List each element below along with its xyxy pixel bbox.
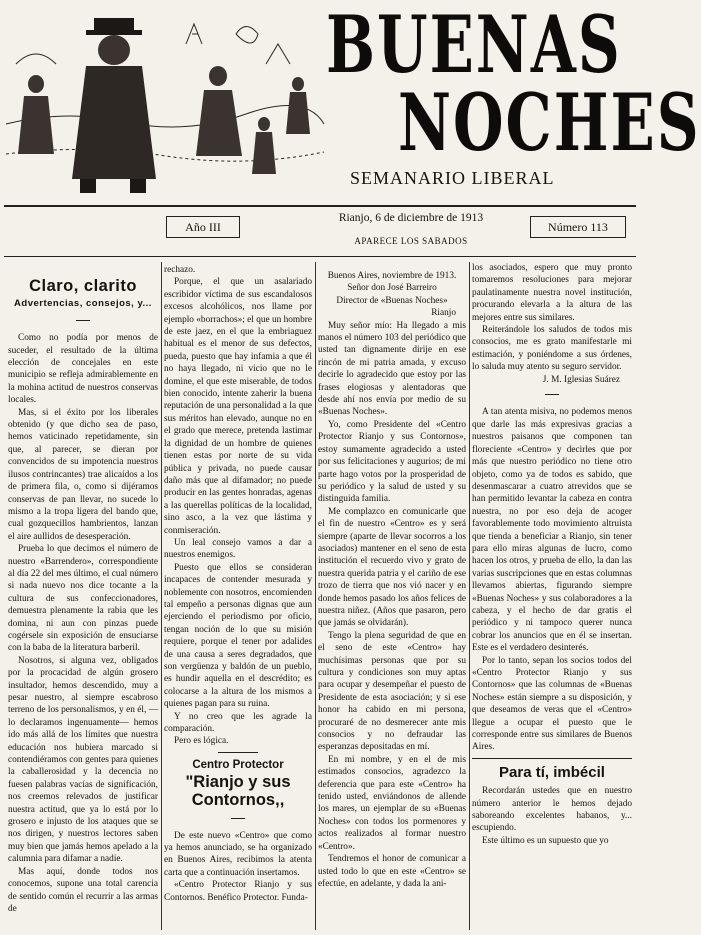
paragraph: Porque, el que un asalariado escribidor víctima de sus escandalosos excesos alcohólicos, nos llame por ejemplo «borrachos»; el que un hombre de este jaez, en el que la embriaguez habitual es el menor de sus defectos, pueda, puesto que hay infamia a que él no haya llegado, ni vicio que no le domine, el que este miserable, de todos bien conocido, intente zaherir la buena reputación de una personalidad a la que sus méritos han elevado, aunque no en el grado que merece, pretenda lastimar la dignidad de un hombre de quienes tienen estas por norte de su vida pública y privada, no puede causar daño más que al difamador; no puede producir en las gentes honradas, agenas a las querellas políticas de la localidad, sino asco, a la vez que lástima y conmiseración. <box>164 277 312 536</box>
newspaper-subtitle: SEMANARIO LIBERAL <box>350 168 555 188</box>
newspaper-title-line2: NOCHES <box>398 77 701 170</box>
paragraph: Reiterándole los saludos de todos mis consocios, me es grato manifestarle mi estimación, y poniéndome a sus órdenes, lo saluda muy atento su seguro servidor. <box>472 325 632 373</box>
paragraph: De este nuevo «Centro» que como ya hemos anunciado, se ha organizado en Buenos Aires, recibimos la atenta carta que a continuación insertamos. <box>164 830 312 878</box>
paragraph: Mas aquí, donde todos nos conocemos, supone una total carencia de sentido común el recurrir a las armas de <box>8 866 158 914</box>
dash-separator <box>8 315 158 327</box>
paragraph: Como no podía por menos de suceder, el resultado de la última elección de concejales en este municipio se refleja admirablemente en la mohina actitud de nuestros conservas locales. <box>8 333 158 406</box>
paragraph: Recordarán ustedes que en nuestro número anterior le hemos dejado saboreando excelentes habanos, y... escupiendo. <box>472 786 632 834</box>
paragraph: Mas, si el éxito por los liberales obtenido (y que dicho sea de paso, hemos vaticinado repetidamente, sin que, al parecer, se dieran por convencidos de su impotencia nuestros ilusos contrincantes) trae alicaídos a los de primera fila, o, como si dijéramos conservas de pan llevar, no sucede lo mismo a la tropa ligera del bando que, cual gozquecillos hambrientos, lanzan el aire aullidos de desesperación. <box>8 407 158 542</box>
article-heading-centro: Centro Protector <box>192 758 284 771</box>
paragraph: Nosotros, si alguna vez, obligados por la procacidad de algún grosero insultador, hemos descendido, muy a pesar nuestro, al siempre escabroso terreno de los personalismos, y en él, —lo declaramos ingenuamente— hemos ido más allá de los límites que nuestra educación nos hubiera marcado si contendiéramos con gentes para quienes la caballerosidad y la decencia no fuesen palabras vacías de significación, nos creemos relevados de justificar nuestra actitud, que ya lo está por lo grosero e injusto de los ataques que se nos dirigen, y nuestros lectores saben muy bien que jamás hemos apelado a la calumnia para difamar a nadie. <box>8 655 158 865</box>
newspaper-title-line1: BUENAS <box>326 0 622 92</box>
paragraph: los asociados, espero que muy pronto tomaremos resoluciones para mejorar paulatinamente nuestra novel institución, procurando elevarla a la altura de las mejores entre sus similares. <box>472 263 632 323</box>
paragraph: Tengo la plena seguridad de que en el seno de este «Centro» hay muchísimas personas que por su cultura y condiciones son muy aptas para ocupar y desempeñar el puesto de Presidente de esta asociación; y si ese honor ha cabido en mi persona, procuraré de no desmerecer ante mis consocios y no defraudar las esperanzas depositadas en mí. <box>318 630 466 753</box>
paragraph: Puesto que ellos se consideran incapaces de contender mesurada y noblemente con nosotros, encomienden tal empeño a personas dignas que aun ejerciendo el periodismo por oficio, tengan noción de lo que su misión requiere, porque el tener por adalides de una causa a seres degradados, que son vergüenza y baldón de un pueblo, es hundir aquella en el descrédito; es colocarse a la altura de los mismos a quienes pagan para su ruina. <box>164 562 312 710</box>
letter-addressee: Señor don José Barreiro <box>347 283 437 294</box>
article-heading-para-ti: Para tí, imbécil <box>499 763 605 781</box>
section-rule <box>472 758 632 759</box>
letter-place: Rianjo <box>431 308 456 319</box>
paragraph: Este último es un supuesto que yo <box>482 835 609 846</box>
paragraph: Prueba lo que decimos el número de nuestro «Barrendero», correspondiente al día 22 del mes último, el cual número si nada nuevo nos dice tocante a la cultura de sus confeccionadores, demuestra plenamente la rabia que les domina, ni aun con pinzas puede cogérsele sin exposición de ensuciarse con la baba de la literatura barberil. <box>8 544 158 654</box>
column-divider <box>315 262 316 930</box>
paragraph: Y no creo que les agrade la comparación. <box>164 711 312 735</box>
publication-schedule: APARECE LOS SABADOS <box>354 236 468 246</box>
column-1 <box>8 262 158 934</box>
column-2 <box>164 262 312 934</box>
article-subheading: Advertencias, consejos, y... <box>14 298 152 310</box>
paragraph: Muy señor mío: Ha llegado a mis manos el número 103 del periódico que usted tan dignamente dirije en ese rincón de mi patria amada, y excuso decirle lo agradecido que estoy por las frases elogiosas y alentadoras que desde ahí nos envía por medio de su «Buenas Noches». <box>318 320 466 418</box>
paragraph: rechazo. <box>164 265 196 275</box>
dash-separator <box>164 812 312 824</box>
paragraph: A tan atenta misiva, no podemos menos que darle las más expresivas gracias a nuestros paisanos que componen tan floreciente «Centro» y decirles que por más que nuestro periódico no tiene otro objeto, como ya de todos es sabido, que desenmascarar a cuatro atrevidos que se han permitido levantar la cabeza en contra nuestra, no por eso deja de acoger favorablemente todo movimiento altruista que tienda a beneficiar a Rianjo, sin tener para ello miras algunas de lucro, como hacen los otros, y prueba de ello, la dan las varias suscripciones que en estas columnas llevamos abiertas, figurando siempre «Buenas Noches» y sus colaboradores a la cabeza, y el hecho de dar gratis el periódico y ni tampoco querer nunca cobrar los anuncios que en él se insertan. Este es el verdadero desinterés. <box>472 407 632 654</box>
issue-info-row <box>0 208 642 248</box>
article-heading-rianjo: "Rianjo y sus Contornos,, <box>185 773 291 810</box>
paragraph: «Centro Protector Rianjo y sus Contornos. Benéfico Protector. Funda- <box>164 880 312 903</box>
dash-separator <box>472 389 632 401</box>
paragraph: Me complazco en comunicarle que el fin de nuestro «Centro» es y será siempre (aparte de llevar socorros a los asociados) mantener en el seno de esta institución el recuerdo vivo y grato de nuestra querida patria y el cariño de ese trozo de tierra que nos vió nacer y en donde hemos pasado los años felices de nuestra niñez. (Años que pasaron, pero que jamás se olvidarán). <box>318 506 466 629</box>
paragraph: Por lo tanto, sepan los socios todos del «Centro Protector Rianjo y sus Contornos» que las columnas de «Buenas Noches» están siempre a su disposición, y que deseamos de veras que el «Centro» llegue a ocupar el puesto que le corresponde entre sus similares de Buenos Aires. <box>472 655 632 753</box>
column-3 <box>318 262 466 934</box>
paragraph: Pero es lógica. <box>174 736 229 747</box>
masthead-rule-bottom <box>4 256 636 257</box>
paragraph: Un leal consejo vamos a dar a nuestros enemigos. <box>164 537 312 561</box>
letter-date: Buenos Aires, noviembre de 1913. <box>327 271 457 281</box>
paragraph: Tendremos el honor de comunicar a usted todo lo que en este «Centro» se efectúe, en adelante, y dada la ani- <box>318 854 466 889</box>
issue-number-box: Número 113 <box>530 216 626 238</box>
place-date: Rianjo, 6 de diciembre de 1913 <box>338 212 484 224</box>
column-4 <box>472 262 632 934</box>
letter-signature: J. M. Iglesias Suárez <box>542 374 620 385</box>
section-rule <box>218 752 258 753</box>
column-divider <box>469 262 470 930</box>
letter-addressee-title: Director de «Buenas Noches» <box>336 295 448 306</box>
article-heading-claro: Claro, clarito <box>29 277 137 295</box>
paragraph: En mi nombre, y en el de mis estimados consocios, agradezco la deferencia que para este «Centro» ha tenido usted, enviándonos de allende los mares, un ejemplar de su «Buenas Noches» con todos los pormenores y actos realizados al formar nuestro «Centro». <box>318 754 466 852</box>
year-box: Año III <box>166 216 240 238</box>
column-divider <box>161 262 162 930</box>
paragraph: Yo, como Presidente del «Centro Protector Rianjo y sus Contornos», estoy sumamente agradecido a usted por sus felicitaciones y augurios; de mi parte hago votos por la prosperidad de su periódico y la salud de usted y su distinguida familia. <box>318 419 466 505</box>
street-scene-illustration-icon <box>6 4 324 204</box>
masthead-rule-top <box>4 205 636 207</box>
